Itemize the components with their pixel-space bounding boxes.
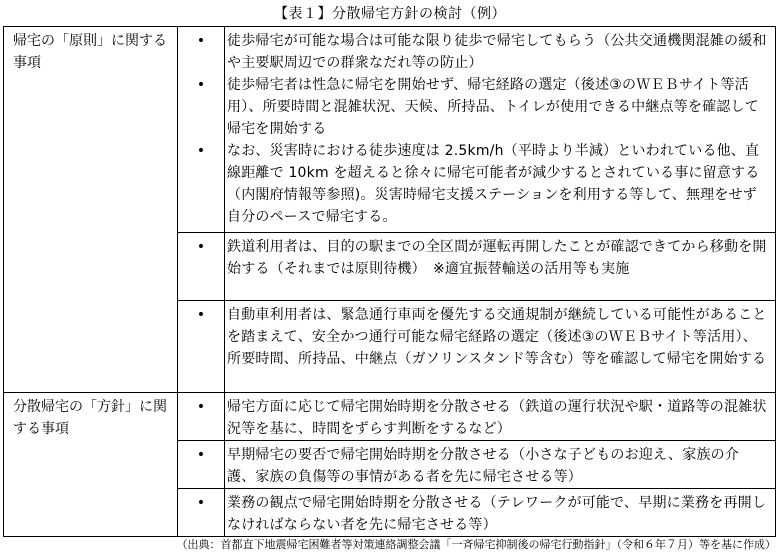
category-label: 分散帰宅の「方針」に関する事項 [13,399,167,437]
text-cell [225,233,776,301]
bullet-cell [178,301,225,393]
text-cell [225,441,776,489]
list-item: 鉄道利用者は、目的の駅までの全区間が運転再開したことが確認できてから移動を開始する（それまでは原則待機） ※適宜振替輸送の活用等も実施 [227,239,767,277]
text-cell [225,301,776,393]
bullet-cell [178,393,225,441]
table-row [4,27,776,233]
bullet-cell [178,233,225,301]
bullet-icon: • [196,143,206,159]
bullet-icon: • [196,239,206,255]
list-item: 徒歩帰宅者は性急に帰宅を開始せず、帰宅経路の選定（後述③のＷＥＢサイト等活用）、所要時間と混雑状況、天候、所持品、トイレが使用できる中継点等を確認して帰宅を開始する [227,77,759,137]
bullet-icon: • [196,307,206,323]
list-item: 徒歩帰宅が可能な場合は可能な限り徒歩で帰宅してもらう（公共交通機関混雑の緩和や主要駅周辺での群衆なだれ等の防止） [227,33,767,71]
bullet-cell [178,489,225,537]
bullet-icon: • [196,447,206,463]
text-cell [225,393,776,441]
table-caption: 【表１】分散帰宅方針の検討（例） [274,6,506,22]
category-cell-principle [4,27,178,393]
source-note: （出典：首都直下地震帰宅困難者等対策連絡調整会議「一斉帰宅抑制後の帰宅行動指針」（令和６年７月）等を基に作成） [176,538,776,551]
list-item: 自動車利用者は、緊急通行車両を優先する交通規制が継続している可能性があることを踏まえて、安全かつ通行可能な帰宅経路の選定（後述③のＷＥＢサイト等活用）、所要時間、所持品、中継点（ガソリンスタンド等含む）等を確認して帰宅を開始する [227,307,767,367]
list-item: 早期帰宅の要否で帰宅開始時期を分散させる（小さな子どものお迎え、家族の介護、家族の負傷等の事情がある者を先に帰宅させる等） [227,447,740,485]
bullet-icon: • [196,77,206,93]
bullet-cell [178,27,225,233]
text-cell [225,27,776,233]
list-item: 業務の観点で帰宅開始時期を分散させる（テレワークが可能で、早期に業務を再開しなければならない者を先に帰宅させる等） [227,495,767,533]
text-cell [225,489,776,537]
bullet-icon: • [196,495,206,511]
list-item: なお、災害時における徒歩速度は 2.5km/h（平時より半減）といわれている他、直線距離で 10km を超えると徐々に帰宅可能者が減少するとされている事に留意する（内閣府情報等参照)。災害時帰宅支援ステーションを利用する等して、無理をせず自分のペースで帰宅する。 [227,143,760,225]
list-item: 帰宅方面に応じて帰宅開始時期を分散させる（鉄道の運行状況や駅・道路等の混雑状況等を基に、時間をずらす判断をするなど） [227,399,767,437]
category-label: 帰宅の「原則」に関する事項 [13,33,167,71]
table-row [4,393,776,441]
bullet-icon: • [196,399,206,415]
category-cell-policy [4,393,178,537]
policy-table [3,26,776,537]
bullet-icon: • [196,33,206,49]
bullet-cell [178,441,225,489]
